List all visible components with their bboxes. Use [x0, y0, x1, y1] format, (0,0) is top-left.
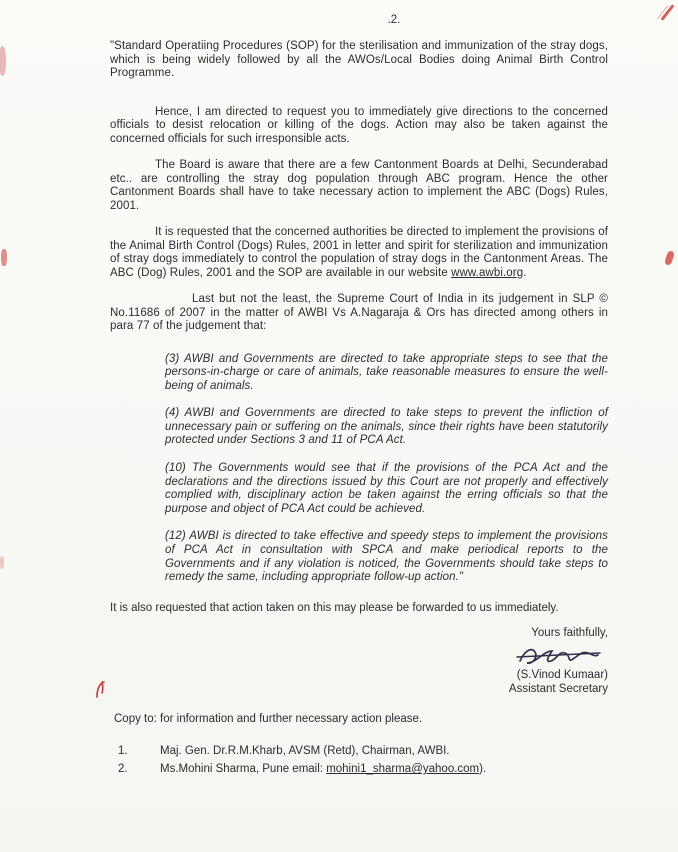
paragraph-action-taken: It is also requested that action taken on this may please be forwarded to us immediately. [110, 601, 559, 614]
judgement-quote-12: (12) AWBI is directed to take effective and speedy steps to implement the provisions of PCA Act in consultation with SPCA and make periodical reports to the Governments and if any violation is noticed, the Governments should take steps to remedy the same, including appropriate follow-up action." [165, 530, 608, 584]
copy-to-item-2-prefix: Ms.Mohini Sharma, Pune email: [160, 763, 327, 776]
paragraph-abc-rules-end: . [523, 266, 527, 279]
scan-mark-left-middle [1, 249, 7, 266]
copy-to-block [110, 713, 608, 777]
copy-to-item-2-suffix: ). [479, 763, 487, 776]
paragraph-abc-rules [110, 226, 608, 280]
email-link[interactable]: mohini1_sharma@yahoo.com [326, 763, 480, 776]
paragraph-supreme-court: Last but not the least, the Supreme Court of India in its judgement in SLP © No.11686 of 2007 in the matter of AWBI Vs A.Nagaraja & Ors has directed among others in para 77 of the judgement that: [110, 293, 608, 332]
judgement-quote-3: (3) AWBI and Governments are directed to take appropriate steps to see that the persons-in-charge or care of animals, take reasonable measures to ensure the well-being of animals. [165, 352, 608, 392]
red-pen-mark [94, 680, 108, 700]
signature-wrap [110, 642, 602, 668]
closing-salutation: Yours faithfully, [531, 627, 608, 640]
closing-title: Assistant Secretary [508, 683, 608, 696]
closing-block [110, 626, 608, 696]
judgement-quote-4: (4) AWBI and Governments are directed to take steps to prevent the infliction of unnecessary pain or suffering on the animals, since their rights have been statutorily protected under Sections 3 and 11 of PCA Act. [165, 407, 608, 447]
copy-to-item-2-text [160, 762, 486, 777]
copy-to-item-1 [118, 744, 608, 759]
closing-name: (S.Vinod Kumaar) [516, 669, 608, 682]
paragraph-sop: "Standard Operatiing Procedures (SOP) for the sterilisation and immunization of the stray dogs, which is being widely followed by all the AWOs/Local Bodies doing Animal Birth Control Programme. [110, 40, 608, 79]
scan-mark-top-right [660, 4, 674, 21]
judgement-quote-10: (10) The Governments would see that if the provisions of the PCA Act and the declarations and the directions issued by this Court are not properly and effectively complied with, disciplinary action be taken against the erring officials so that the purpose and object of PCA Act could be achieved. [165, 462, 608, 515]
copy-to-list [110, 744, 608, 777]
paragraph-abc-rules-text: It is requested that the concerned authorities be directed to implement the provisions of the Animal Birth Control (Dogs) Rules, 2001 in letter and spirit for sterilization and immunization of stray dogs immediately to control the population of stray dogs in the Cantonment Areas. The ABC (Dog) Rules, 2001 and the SOP are available in our website [110, 226, 608, 279]
scan-mark-right-middle [664, 250, 675, 265]
copy-to-item-2 [118, 762, 608, 777]
awbi-website-link[interactable]: www.awbi.org [451, 266, 524, 279]
paragraph-cantonment-boards: The Board is aware that there are a few Cantonment Boards at Delhi, Secunderabad etc.. are controlling the stray dog population through ABC program. Hence the other Cantonment Boards shall have to take necessary action to implement the ABC (Dogs) Rules, 2001. [110, 159, 608, 212]
copy-to-item-1-text: Maj. Gen. Dr.R.M.Kharb, AVSM (Retd), Chairman, AWBI. [160, 745, 450, 758]
signature-scribble [514, 642, 602, 668]
copy-to-item-1-number: 1. [118, 745, 128, 758]
copy-to-item-2-number: 2. [118, 763, 128, 776]
paragraph-directions: Hence, I am directed to request you to immediately give directions to the concerned officials to desist relocation or killing of the dogs. Action may also be taken against the concerned officials for such irresponsible acts. [110, 105, 608, 145]
scan-mark-left-lower [0, 556, 4, 569]
copy-to-heading: Copy to: for information and further necessary action please. [114, 713, 423, 726]
page-number: .2. [387, 14, 401, 26]
judgement-quotes [165, 353, 608, 585]
scan-mark-left-upper [0, 46, 6, 76]
